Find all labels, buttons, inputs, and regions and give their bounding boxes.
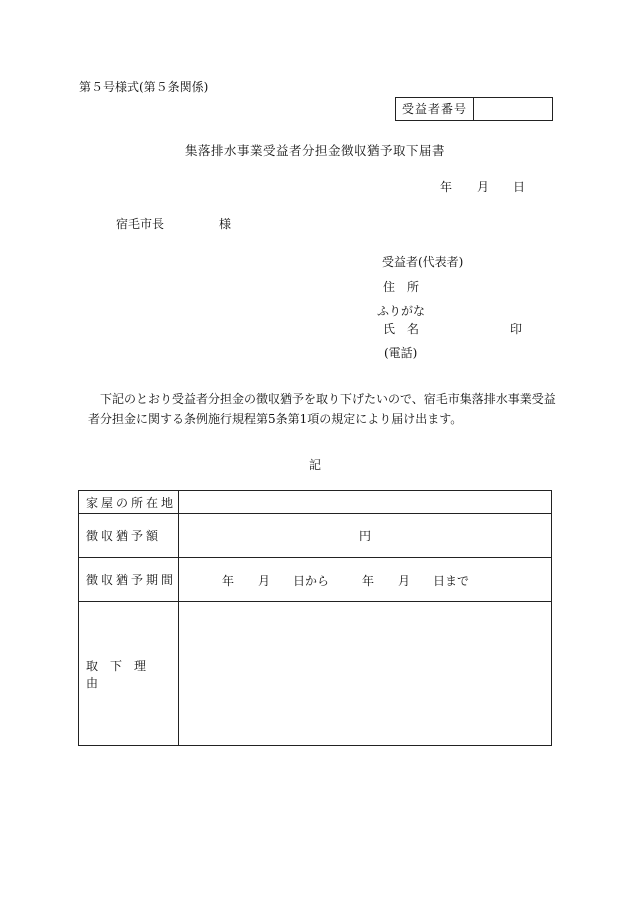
deferral-period-label: 徴収猶予期間 (79, 558, 179, 602)
addressee-name: 宿毛市長 (116, 217, 165, 231)
address-label: 住 所 (383, 280, 420, 294)
period-to-month: 月 (398, 574, 411, 588)
house-location-field[interactable] (179, 491, 552, 514)
withdrawal-reason-label: 取下理由 (79, 602, 179, 746)
recipient-number-label: 受益者番号 (396, 98, 474, 120)
seal-mark: 印 (510, 322, 523, 336)
addressee-honorific: 様 (219, 217, 232, 231)
details-table (78, 490, 552, 746)
body-line-2: 者分担金に関する条例施行規程第5条第1項の規定により届け出ます。 (88, 412, 463, 426)
withdrawal-reason-field[interactable] (179, 602, 552, 746)
period-from-day: 日から (293, 574, 330, 588)
date-month: 月 (477, 180, 490, 194)
period-from-month: 月 (258, 574, 271, 588)
period-from-year: 年 (222, 574, 235, 588)
body-line-1: 下記のとおり受益者分担金の徴収猶予を取り下げたいので、宿毛市集落排水事業受益 (100, 392, 556, 406)
table-row (79, 514, 552, 558)
phone-label: (電話) (384, 346, 418, 360)
period-to-year: 年 (362, 574, 375, 588)
ki-heading: 記 (308, 458, 321, 472)
table-row (79, 491, 552, 514)
recipient-number-box (395, 97, 553, 121)
house-location-label: 家屋の所在地 (79, 491, 179, 514)
name-label: 氏 名 (383, 322, 420, 336)
deferred-amount-label: 徴収猶予額 (79, 514, 179, 558)
applicant-heading: 受益者(代表者) (382, 255, 464, 269)
body-paragraph (88, 389, 558, 429)
furigana-label: ふりがな (377, 304, 426, 318)
deferral-period-field[interactable] (179, 558, 552, 602)
table-row (79, 558, 552, 602)
document-title: 集落排水事業受益者分担金徴収猶予取下届書 (184, 143, 445, 158)
table-row (79, 602, 552, 746)
recipient-number-field[interactable] (474, 98, 552, 120)
date-day: 日 (513, 180, 526, 194)
deferred-amount-field[interactable]: 円 (179, 514, 552, 558)
form-number: 第５号様式(第５条関係) (79, 80, 209, 94)
period-to-day: 日まで (433, 574, 470, 588)
period-container (179, 558, 551, 601)
date-year: 年 (440, 180, 453, 194)
